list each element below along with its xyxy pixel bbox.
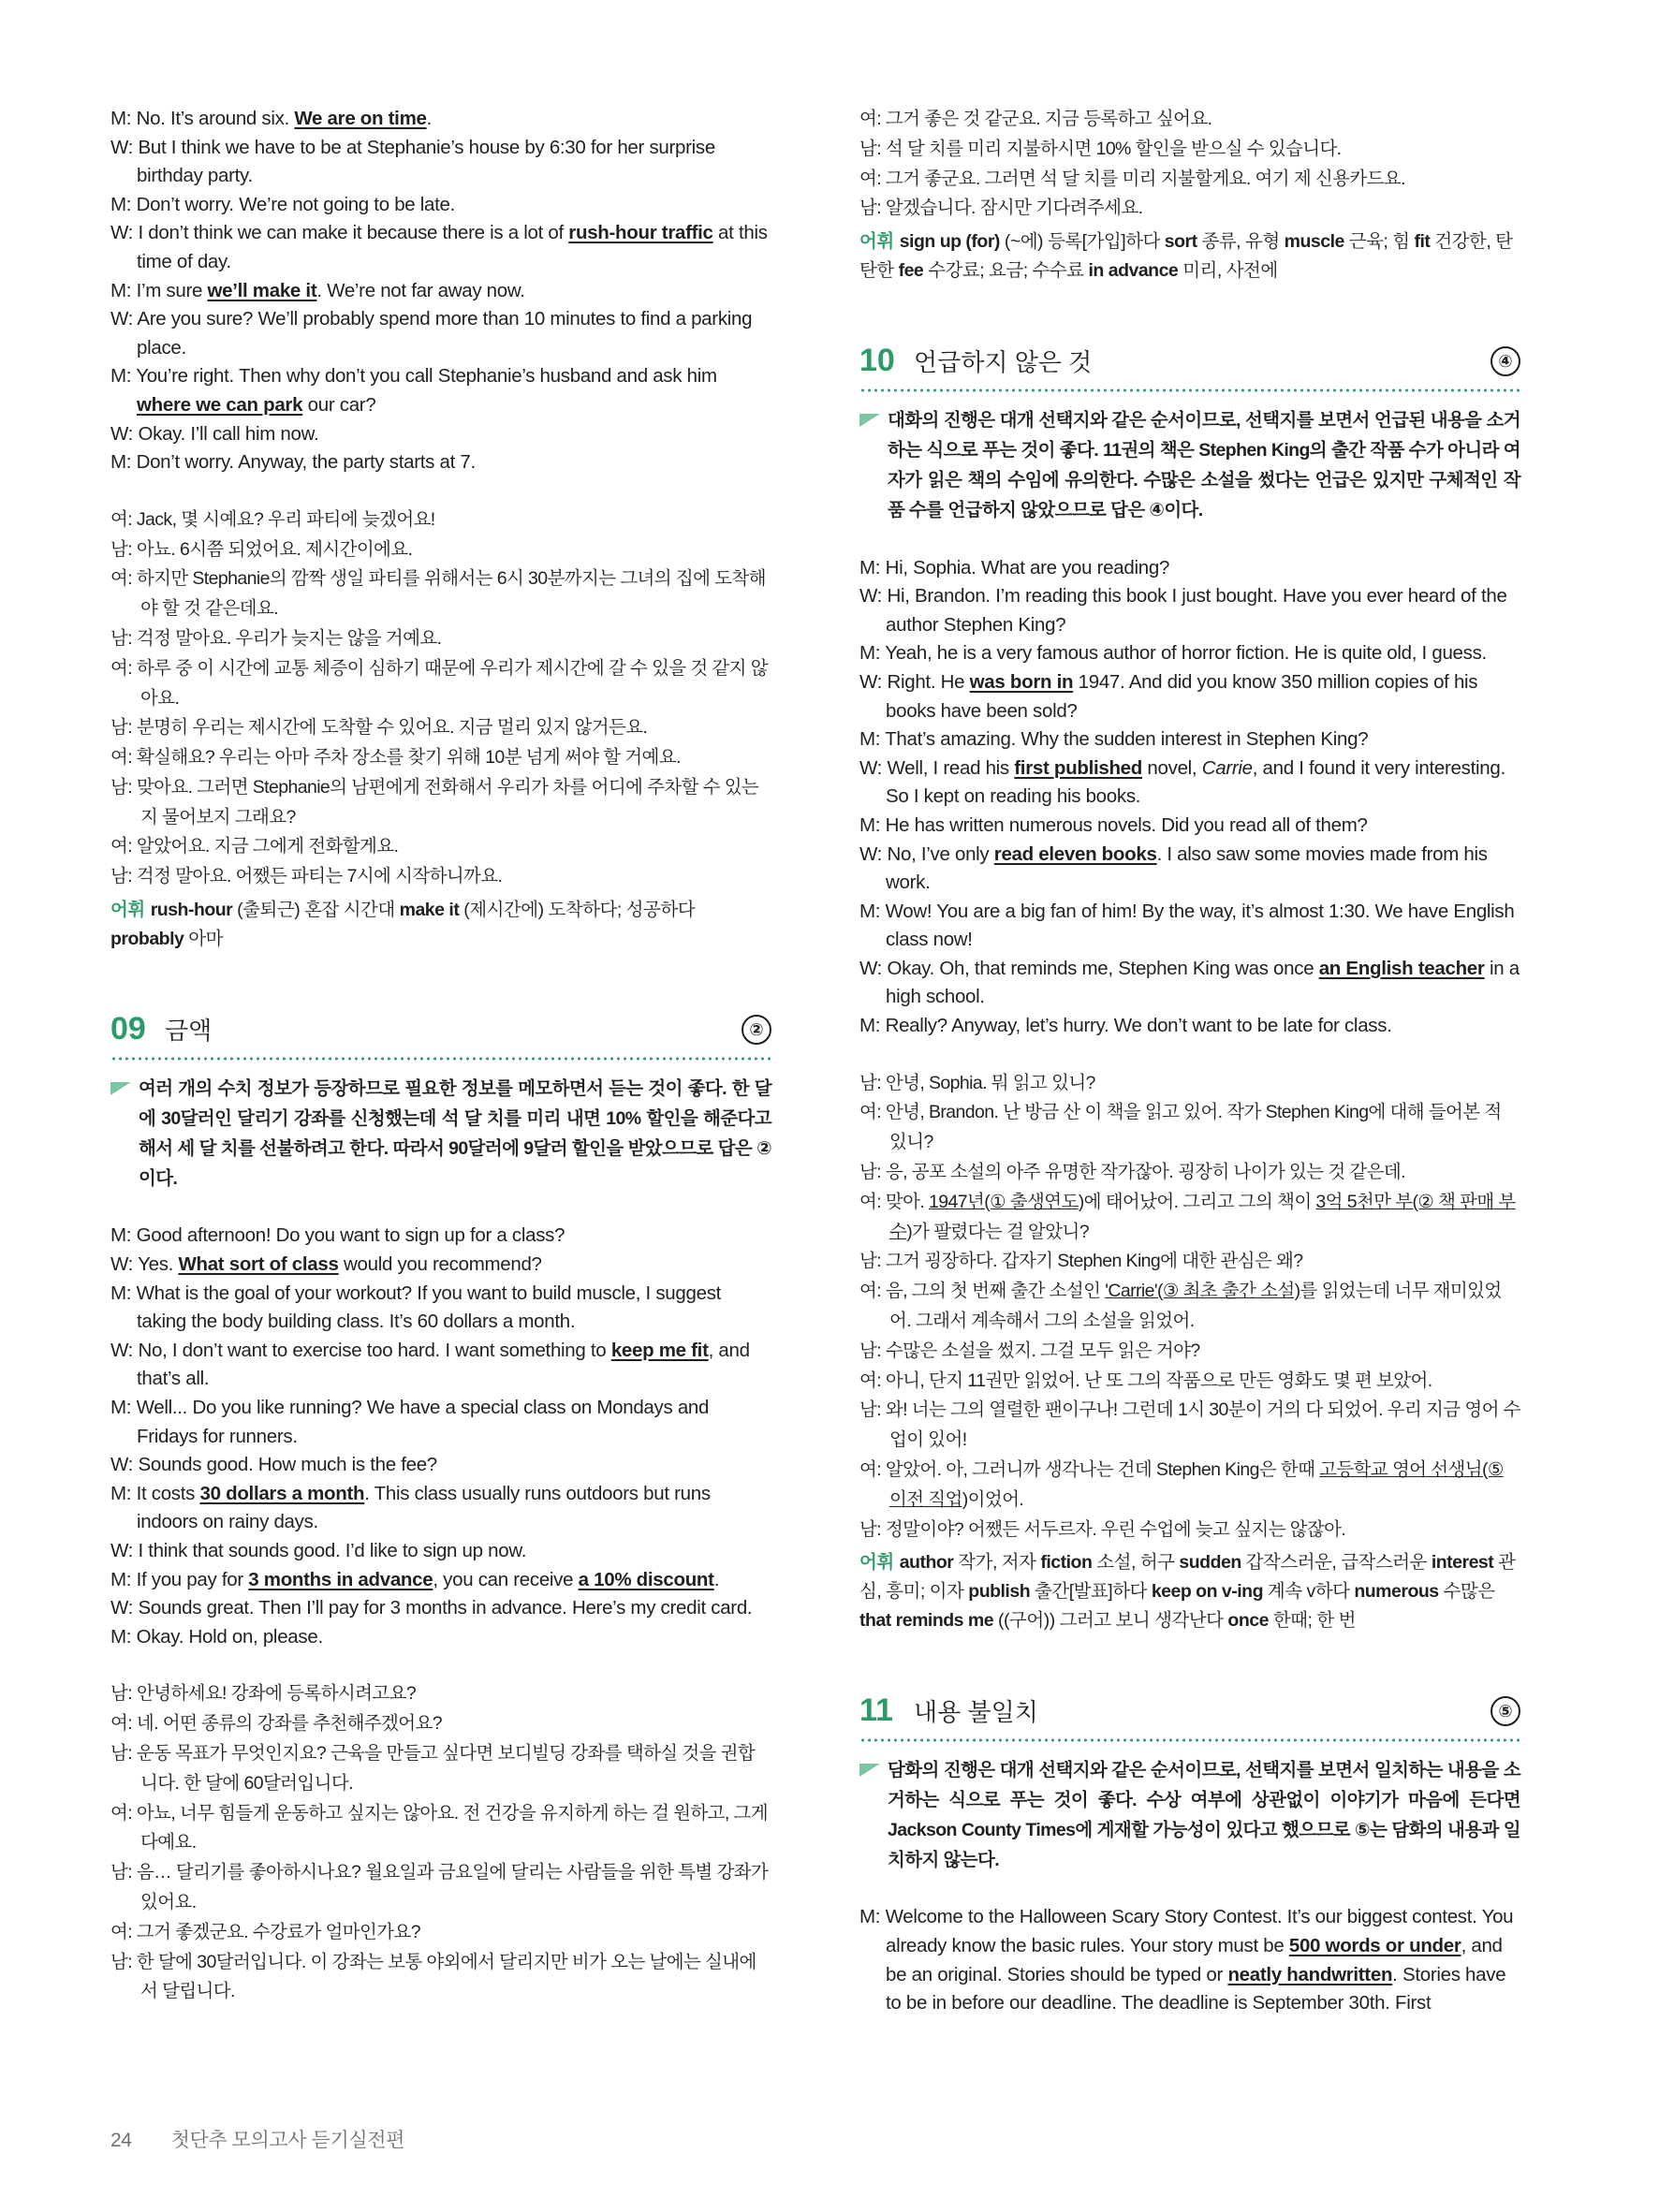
text-run: W: Hi, Brandon. I’m reading this book I just bought. Have you ever heard of the author Stephen King? — [859, 585, 1507, 636]
key-phrase: We are on time — [294, 108, 427, 129]
dialogue-line — [859, 1188, 1520, 1248]
dialogue-line — [859, 582, 1520, 639]
text-run: 갑작스러운, 급작스러운 — [1241, 1552, 1432, 1574]
key-phrase: we’ll make it — [207, 279, 317, 301]
dialogue-line — [859, 1396, 1520, 1456]
dialogue-line — [110, 362, 771, 419]
text-run: 수강료; 요금; 수수료 — [923, 259, 1089, 281]
vocab-label: 어휘 — [859, 1552, 894, 1574]
text-run: M: Don’t worry. Anyway, the party starts at 7. — [110, 451, 476, 474]
text-run: 소설, 허구 — [1092, 1552, 1180, 1574]
text-run: 근육; 힘 — [1344, 231, 1415, 253]
dialogue-line — [110, 277, 771, 306]
text-run: M: Really? Anyway, let’s hurry. We don’t want to be late for class. — [859, 1015, 1392, 1037]
text-run: M: Yeah, he is a very famous author of horror fiction. He is quite old, I guess. — [859, 642, 1487, 665]
text-run: W: But I think we have to be at Stephanie’s house by 6:30 for her surprise birthday party. — [110, 136, 715, 187]
key-phrase: 3 months in advance — [248, 1568, 433, 1590]
section-title: 내용 불일치 — [914, 1698, 1038, 1727]
dialogue-line — [110, 105, 771, 134]
script — [859, 1903, 1520, 2017]
text-run: 여: 확실해요? 우리는 아마 주차 장소를 찾기 위해 10분 넘게 써야 할 거예요. — [110, 747, 681, 769]
dialogue-line — [110, 1594, 771, 1623]
dialogue-line — [110, 1679, 771, 1709]
section-10-header — [859, 341, 1520, 382]
choice-reference: 1947년(① 출생연도) — [928, 1191, 1084, 1212]
dialogue-line — [110, 1451, 771, 1480]
text-run: 여: 네. 어떤 종류의 강좌를 추천해주겠어요? — [110, 1713, 442, 1735]
explanation-text: 담화의 진행은 대개 선택지와 같은 순서이므로, 선택지를 보면서 일치하는 내용을 소거하는 식으로 푸는 것이 좋다. 수상 여부에 상관없이 이야기가 마음에 든다면 Jackson County Times에 게재할 가능성이 있다고 했으므로 ⑤는 담화의 내용과 일치하지 않는다. — [888, 1760, 1520, 1870]
vocab-term: sort — [1164, 231, 1197, 253]
text-run: 여: 아니, 단지 11권만 읽었어. 난 또 그의 작품으로 만든 영화도 몇 편 보았어. — [859, 1370, 1432, 1391]
dialogue-line — [110, 832, 771, 862]
dialogue-line — [859, 1516, 1520, 1545]
vocab-term: keep on v-ing — [1151, 1581, 1263, 1602]
section-number: 11 — [859, 1692, 893, 1729]
text-run: (~에) 등록[가입]하다 — [999, 231, 1165, 253]
key-phrase: a 10% discount — [578, 1568, 714, 1590]
vocab-term: fit — [1414, 231, 1431, 253]
dialogue-line — [859, 1158, 1520, 1188]
dialogue-line — [859, 639, 1520, 668]
dialogue-line — [859, 955, 1520, 1012]
text-run: 여: 하루 중 이 시간에 교통 체증이 심하기 때문에 우리가 제시간에 갈 수 있을 것 같지 않아요. — [110, 657, 768, 709]
text-run: 건강한, 탄탄한 — [859, 231, 1513, 281]
dotted-divider — [110, 1056, 771, 1062]
text-run: would you recommend? — [338, 1253, 542, 1276]
vocab-term: author — [899, 1552, 954, 1574]
text-run: M: Don’t worry. We’re not going to be late. — [110, 193, 456, 215]
dialogue-line — [110, 654, 771, 714]
text-run: 계속 v하다 — [1263, 1581, 1355, 1602]
choice-reference: 고등학교 영어 선생님(⑤ 이전 직업) — [889, 1459, 1504, 1510]
section-number: 09 — [110, 1011, 146, 1047]
script — [859, 554, 1520, 1041]
text-run: 여: 그거 좋군요. 그러면 석 달 치를 미리 지불할게요. 여기 제 신용카드요. — [859, 168, 1405, 189]
vocab-term: rush-hour — [150, 900, 233, 921]
vocab-text — [859, 231, 1513, 281]
dialogue-line — [110, 1858, 771, 1918]
dialogue-line — [859, 105, 1520, 135]
text-run: . — [426, 108, 433, 129]
key-phrase: 30 dollars a month — [199, 1482, 365, 1504]
text-run: , and I found it very interesting. So I kept on reading his books. — [886, 756, 1505, 808]
key-phrase: What sort of class — [178, 1253, 339, 1276]
key-phrase: 500 words or under — [1288, 1934, 1461, 1956]
vocab-label: 어휘 — [110, 900, 145, 921]
dialogue-line — [110, 535, 771, 565]
text-run: 남: 와! 너는 그의 열렬한 팬이구나! 그런데 1시 30분이 거의 다 되었어. 우리 지금 영어 수업이 있어! — [859, 1399, 1520, 1451]
dialogue-line — [110, 1623, 771, 1652]
text-run: (출퇴근) 혼잡 시간대 — [232, 900, 400, 921]
vocab-term: sign up (for) — [899, 231, 1000, 253]
text-run: M: If you pay for — [110, 1568, 249, 1590]
text-run: 남: 음… 달리기를 좋아하시나요? 월요일과 금요일에 달리는 사람들을 위한 특별 강좌가 있어요. — [110, 1862, 769, 1912]
dialogue-line — [859, 194, 1520, 224]
dialogue-line — [110, 505, 771, 535]
page-footer — [110, 2125, 404, 2153]
dialogue-line — [859, 1277, 1520, 1337]
left-column — [110, 105, 771, 2007]
key-phrase: an English teacher — [1318, 957, 1485, 979]
script-continued — [110, 105, 771, 477]
answer-badge: ⑤ — [1490, 1696, 1520, 1726]
vocab-term: make it — [399, 900, 460, 921]
dialogue-line — [110, 1394, 771, 1451]
dialogue-line — [859, 1367, 1520, 1397]
vocab-term: sudden — [1179, 1552, 1241, 1574]
dialogue-line — [859, 1337, 1520, 1367]
text-run: Carrie — [1201, 756, 1253, 779]
text-run: 한때; 한 번 — [1268, 1609, 1356, 1631]
text-run: 종류, 유형 — [1197, 231, 1285, 253]
dialogue-line — [859, 1247, 1520, 1277]
text-run: 여: 음, 그의 첫 번째 출간 소설인 — [859, 1281, 1106, 1302]
text-run: M: Well... Do you like running? We have a special class on Mondays and Fridays for runners. — [110, 1397, 710, 1447]
section-09-header — [110, 1009, 771, 1050]
key-phrase: rush-hour traffic — [568, 222, 713, 244]
dialogue-line — [110, 305, 771, 362]
dialogue-line — [110, 564, 771, 624]
translation-continued — [110, 505, 771, 892]
text-run: 여: 알았어요. 지금 그에게 전화할게요. — [110, 836, 399, 857]
dialogue-line — [859, 898, 1520, 955]
text-run: W: Well, I read his — [859, 756, 1015, 779]
text-run: W: Okay. I’ll call him now. — [110, 422, 319, 445]
vocab-term: fee — [898, 259, 924, 281]
dialogue-line — [859, 725, 1520, 754]
dialogue-line — [859, 135, 1520, 165]
text-run: 남: 정말이야? 어쨌든 서두르자. 우린 수업에 늦고 싶지는 않잖아. — [859, 1518, 1346, 1540]
text-run: 이었어. — [967, 1488, 1024, 1510]
text-run: 를 읽었는데 너무 재미있었어. 그래서 계속해서 그의 소설을 읽었어. — [889, 1281, 1502, 1332]
dialogue-line — [110, 219, 771, 276]
key-phrase: keep me fit — [610, 1339, 709, 1361]
text-run: M: No. It’s around six. — [110, 108, 295, 129]
text-run: . I also saw some movies made from his work. — [886, 842, 1488, 894]
text-run: in a high school. — [886, 957, 1520, 1008]
text-run: 작가, 저자 — [953, 1552, 1041, 1574]
text-run: M: It costs — [110, 1482, 200, 1504]
dialogue-line — [110, 191, 771, 220]
text-run: , you can receive — [433, 1568, 579, 1590]
text-run: 여: 하지만 Stephanie의 깜짝 생일 파티를 위해서는 6시 30분까지는 그녀의 집에 도착해야 할 것 같은데요. — [110, 568, 766, 620]
dialogue-line — [859, 1069, 1520, 1099]
dialogue-line — [110, 1918, 771, 1948]
text-run: W: Sounds good. How much is the fee? — [110, 1454, 437, 1476]
dialogue-line — [110, 134, 771, 191]
dialogue-line — [110, 862, 771, 892]
text-run: 남: 분명히 우리는 제시간에 도착할 수 있어요. 지금 멀리 있지 않거든요. — [110, 717, 648, 739]
text-run: W: Okay. Oh, that reminds me, Stephen King was once — [859, 957, 1319, 979]
dotted-divider — [859, 1737, 1520, 1743]
dotted-divider — [859, 388, 1520, 393]
text-run: M: Good afternoon! Do you want to sign up for a class? — [110, 1224, 565, 1247]
dialogue-line — [110, 713, 771, 743]
text-run: 남: 아뇨. 6시쯤 되었어요. 제시간이에요. — [110, 538, 413, 560]
text-run: M: Wow! You are a big fan of him! By the way, it’s almost 1:30. We have English class now! — [859, 900, 1515, 951]
text-run: 아마 — [184, 928, 223, 949]
text-run: W: No, I don’t want to exercise too hard. I want something to — [110, 1339, 611, 1361]
text-run: W: Right. He — [859, 670, 970, 693]
key-phrase: read eleven books — [993, 842, 1157, 865]
text-run: , and be an original. Stories should be typed or — [886, 1934, 1503, 1985]
dialogue-line — [110, 1251, 771, 1280]
text-run: M: You’re right. Then why don’t you call Stephanie’s husband and ask him — [110, 365, 717, 388]
text-run: 남: 안녕하세요! 강좌에 등록하시려고요? — [110, 1683, 417, 1705]
translation — [110, 1679, 771, 2007]
text-run: 여: 그거 좋겠군요. 수강료가 얼마인가요? — [110, 1921, 420, 1942]
vocab-label: 어휘 — [859, 231, 894, 253]
dialogue-line — [859, 1012, 1520, 1041]
text-run: 출간[발표]하다 — [1030, 1581, 1152, 1602]
text-run: . We’re not far away now. — [316, 279, 525, 301]
dialogue-line — [859, 812, 1520, 841]
text-run: W: I don’t think we can make it because there is a lot of — [110, 222, 569, 244]
text-run: 남: 맞아요. 그러면 Stephanie의 남편에게 전화해서 우리가 차를 어디에 주차할 수 있는지 물어보지 그래요? — [110, 776, 759, 828]
text-run: 남: 걱정 말아요. 어쨌든 파티는 7시에 시작하니까요. — [110, 866, 503, 887]
explanation — [859, 406, 1520, 525]
dialogue-line — [859, 554, 1520, 583]
book-title: 첫단추 모의고사 듣기실전편 — [170, 2130, 405, 2151]
dialogue-line — [110, 1280, 771, 1337]
text-run: 여: 아뇨, 너무 힘들게 운동하고 싶지는 않아요. 전 건강을 유지하게 하는 걸 원하고, 그게 다예요. — [110, 1802, 768, 1853]
key-phrase: was born in — [969, 670, 1074, 693]
text-run: 남: 걱정 말아요. 우리가 늦지는 않을 거예요. — [110, 627, 442, 649]
dialogue-line — [110, 1222, 771, 1251]
text-run: 1947. And did you know 350 million copies of his books have been sold? — [886, 670, 1478, 722]
text-run: 에 태어났어. 그리고 그의 책이 — [1083, 1191, 1316, 1212]
text-run: 남: 석 달 치를 미리 지불하시면 10% 할인을 받으실 수 있습니다. — [859, 138, 1342, 159]
text-run: M: What is the goal of your workout? If you want to build muscle, I suggest taking the body building class. It’s 60 dollars a month. — [110, 1282, 722, 1333]
text-run: ((구어)) 그러고 보니 생각난다 — [993, 1609, 1228, 1631]
section-number: 10 — [859, 343, 895, 379]
text-run: at this time of day. — [137, 222, 768, 272]
vocab-text — [859, 1552, 1516, 1630]
text-run: W: Yes. — [110, 1253, 179, 1276]
script — [110, 1222, 771, 1651]
vocab-term: once — [1227, 1609, 1269, 1631]
key-phrase: first published — [1014, 756, 1143, 779]
answer-badge: ② — [742, 1015, 771, 1045]
text-run: (제시간에) 도착하다; 성공하다 — [459, 900, 696, 921]
text-run: M: He has written numerous novels. Did you read all of them? — [859, 813, 1368, 836]
explanation-text: 대화의 진행은 대개 선택지와 같은 순서이므로, 선택지를 보면서 언급된 내용을 소거하는 식으로 푸는 것이 좋다. 11권의 책은 Stephen King의 출간 작품 수가 아니라 여자가 읽은 책의 수임에 유의한다. 수많은 소설을 썼다는 언급은 있지만 구체적인 작품 수를 언급하지 않았으므로 답은 ④이다. — [888, 410, 1520, 520]
dialogue-line — [859, 668, 1520, 725]
text-run: M: Hi, Sophia. What are you reading? — [859, 556, 1170, 579]
dialogue-line — [110, 1337, 771, 1394]
dialogue-line — [859, 841, 1520, 898]
section-title: 금액 — [165, 1017, 213, 1046]
flag-icon — [859, 1764, 880, 1777]
translation — [859, 1069, 1520, 1545]
vocab-term: fiction — [1040, 1552, 1093, 1574]
vocab-box — [859, 1548, 1520, 1634]
dialogue-line — [859, 1098, 1520, 1158]
dialogue-line — [110, 773, 771, 833]
text-run: , and that’s all. — [137, 1339, 750, 1390]
dialogue-line — [110, 1948, 771, 2008]
text-run: W: Sounds great. Then I’ll pay for 3 months in advance. Here’s my credit card. — [110, 1597, 753, 1619]
text-run: W: Are you sure? We’ll probably spend more than 10 minutes to find a parking place. — [110, 308, 753, 359]
page-number: 24 — [110, 2130, 132, 2151]
text-run: 미리, 사전에 — [1178, 259, 1278, 281]
text-run: 여: 알았어. 아, 그러니까 생각나는 건데 Stephen King은 한때 — [859, 1459, 1320, 1481]
text-run: 남: 수많은 소설을 썼지. 그걸 모두 읽은 거야? — [859, 1340, 1200, 1361]
dialogue-line — [859, 165, 1520, 195]
text-run: 여: 그거 좋은 것 같군요. 지금 등록하고 싶어요. — [859, 109, 1212, 129]
text-run: 남: 그거 굉장하다. 갑자기 Stephen King에 대한 관심은 왜? — [859, 1251, 1303, 1272]
dialogue-line — [110, 1799, 771, 1859]
text-run: . This class usually runs outdoors but runs indoors on rainy days. — [137, 1482, 711, 1533]
dialogue-line — [110, 624, 771, 654]
vocab-term: numerous — [1354, 1581, 1439, 1602]
dialogue-line — [110, 420, 771, 449]
vocab-term: publish — [968, 1581, 1031, 1602]
text-run: 여: 안녕, Brandon. 난 방금 산 이 책을 읽고 있어. 작가 Stephen King에 대해 들어본 적 있니? — [859, 1102, 1502, 1153]
text-run: 여: 맞아. — [859, 1191, 929, 1212]
answer-badge: ④ — [1490, 346, 1520, 376]
text-run: 여: Jack, 몇 시예요? 우리 파티에 늦겠어요! — [110, 508, 435, 530]
dialogue-line — [110, 448, 771, 477]
text-run: W: No, I’ve only — [859, 842, 994, 865]
dialogue-line — [110, 1566, 771, 1595]
dialogue-line — [859, 1903, 1520, 2017]
vocab-box — [859, 227, 1520, 285]
text-run: M: That’s amazing. Why the sudden interest in Stephen King? — [859, 728, 1369, 751]
text-run: novel, — [1142, 756, 1202, 779]
text-run: . Stories have to be in before our deadline. The deadline is September 30th. First — [886, 1963, 1506, 2014]
choice-reference: 'Carrie'(③ 최초 출간 소설) — [1105, 1281, 1300, 1302]
explanation — [110, 1075, 771, 1194]
vocab-term: probably — [110, 928, 184, 949]
key-phrase: neatly handwritten — [1227, 1963, 1393, 1985]
text-run: . — [713, 1568, 720, 1590]
section-11-header — [859, 1691, 1520, 1732]
dialogue-line — [110, 1709, 771, 1739]
text-run: M: Welcome to the Halloween Scary Story Contest. It’s our biggest contest. You already know the basic rules. Your story must be — [859, 1906, 1514, 1956]
section-title: 언급하지 않은 것 — [914, 348, 1093, 377]
dialogue-line — [859, 1456, 1520, 1516]
dialogue-line — [110, 1537, 771, 1566]
translation-continued — [859, 105, 1520, 224]
key-phrase: where we can park — [137, 393, 303, 416]
text-run: M: Okay. Hold on, please. — [110, 1625, 323, 1648]
text-run: 남: 운동 목표가 무엇인지요? 근육을 만들고 싶다면 보디빌딩 강좌를 택하실 것을 권합니다. 한 달에 60달러입니다. — [110, 1742, 756, 1794]
explanation — [859, 1756, 1520, 1875]
vocab-term: that reminds me — [859, 1609, 994, 1631]
text-run: 관심, 흥미; 이자 — [859, 1552, 1516, 1602]
text-run: 남: 안녕, Sophia. 뭐 읽고 있니? — [859, 1072, 1095, 1093]
vocab-term: in advance — [1088, 259, 1179, 281]
vocab-text — [110, 900, 695, 949]
vocab-term: muscle — [1284, 231, 1344, 253]
dialogue-line — [110, 1739, 771, 1799]
vocab-term: interest — [1431, 1552, 1494, 1574]
explanation-text: 여러 개의 수치 정보가 등장하므로 필요한 정보를 메모하면서 듣는 것이 좋다. 한 달에 30달러인 달리기 강좌를 신청했는데 석 달 치를 미리 내면 10% 할인을 해준다고 해서 세 달 치를 선불하려고 한다. 따라서 90달러에 9달러 할인을 받았으므로 답은 ②이다. — [139, 1078, 771, 1189]
dialogue-line — [110, 743, 771, 773]
flag-icon — [110, 1082, 131, 1095]
choice-reference: 3억 5천만 부(② 책 판매 부수) — [889, 1191, 1516, 1242]
text-run: 가 팔렸다는 걸 알았니? — [912, 1221, 1089, 1242]
text-run: 남: 한 달에 30달러입니다. 이 강좌는 보통 야외에서 달리지만 비가 오는 날에는 실내에서 달립니다. — [110, 1951, 756, 2002]
dialogue-line — [859, 754, 1520, 812]
vocab-box — [110, 896, 771, 953]
flag-icon — [859, 414, 880, 427]
text-run: W: I think that sounds good. I’d like to sign up now. — [110, 1539, 527, 1561]
text-run: our car? — [302, 393, 376, 416]
dialogue-line — [110, 1480, 771, 1537]
text-run: 남: 알겠습니다. 잠시만 기다려주세요. — [859, 198, 1143, 219]
text-run: M: I’m sure — [110, 279, 208, 301]
text-run: 수많은 — [1438, 1581, 1495, 1602]
right-column — [859, 105, 1520, 2018]
text-run: 남: 응, 공포 소설의 아주 유명한 작가잖아. 굉장히 나이가 있는 것 같은데. — [859, 1162, 1405, 1183]
